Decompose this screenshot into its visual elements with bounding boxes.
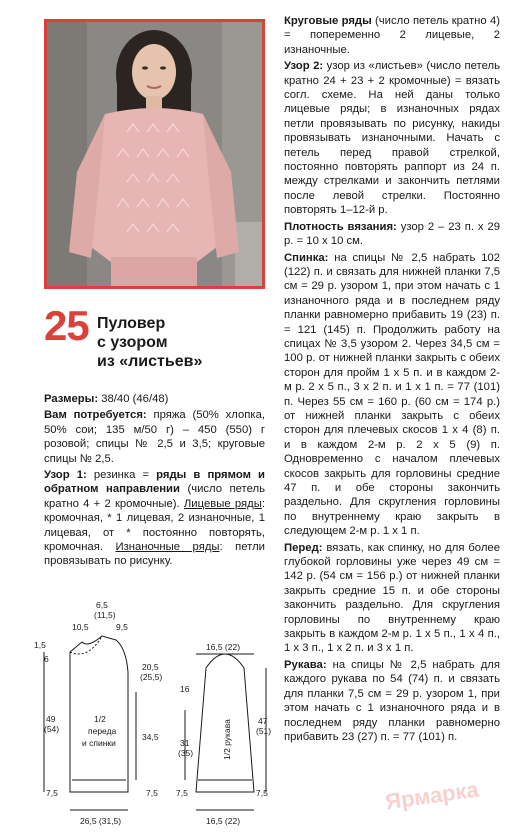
sleeve-band-left: 7,5 [176,788,188,798]
sleeve-47-alt: (51) [256,726,272,736]
left-column-text [44,392,265,571]
dim-6: 6 [44,654,49,664]
garment-schematic [30,600,280,830]
dim-neck-alt: (11,5) [94,610,116,620]
sleeve-top: 16,5 (22) [206,642,241,652]
dim-shoulder-left: 10,5 [72,622,89,632]
pattern2-paragraph: Узор 2: узор из «листьев» (число петель кратно 24 + 23 + 2 кромочные) = вязать согл. схеме. На ней даны только лицевые ряды; в изнаночных рядах петли провязывать по рисунку, накиды провязывать изнаночными. Начать с петель перед правой стрелкой, постоянно повторять раппорт из 24 п. между стрелками и закончить петлями после левой стрелки. Постоянно повторять 1–12-й р. [284,60,500,217]
density-paragraph: Плотность вязания: узор 2 – 23 п. x 29 р. = 10 x 10 см. [284,220,500,248]
circular-rows-paragraph: Круговые ряды (число петель кратно 4) = попеременно 2 лицевые, 2 изнаночные. [284,15,501,56]
front-paragraph: Перед: вязать, как спинку, но для более глубокой горловины уже через 49 см = 142 р. (54 см = 156 р.) от нижней планки закрыть средние 15 п. и обе стороны закончить раздельно. Для скругления горловины по внутреннему краю закрыть в каждом 2-м р. 1 x 5 п., 1 x 4 п., 1 x 3 п., 1 x 2 п. и 3 x 1 п. [284,541,500,655]
dim-band-left: 7,5 [46,788,58,798]
pattern-title: Пуловер с узором из «листьев» [97,315,203,370]
sleeve-47: 47 [258,716,268,726]
pattern1-paragraph: Узор 1: резинка = ряды в прямом и обратном направлении (число петель кратно 4 + 2 кромочные). Лицевые ряды: кромочная, * 1 лицевая, 2 изнаночные, 1 лицевая, от * постоянно повторять, кромочная. Изнаночные ряды: петли провязывать по рисунку. [44,469,265,568]
pattern-number: 25 [44,302,89,349]
dim-width: 26,5 (31,5) [80,816,122,826]
sleeve-31: 31 [180,738,190,748]
dim-armhole-alt: (25,5) [140,672,163,682]
sizes-paragraph: Размеры: 38/40 (46/48) [44,393,169,405]
dim-neck: 6,5 [96,600,108,610]
sleeve-bottom: 16,5 (22) [206,816,241,826]
watermark: Ярмарка [383,776,481,815]
sleeve-31-alt: (35) [178,748,194,758]
dim-height-alt: (54) [44,724,60,734]
dim-height: 49 [46,714,56,724]
model-photo [44,19,265,289]
sleeve-band-right: 7,5 [256,788,268,798]
dim-side: 34,5 [142,732,159,742]
dim-band-right: 7,5 [146,788,158,798]
dim-armhole: 20,5 [142,662,159,672]
sleeve-label: 1/2 рукава [222,719,232,760]
right-column-text [284,14,500,746]
sleeves-paragraph: Рукава: на спицы № 2,5 набрать для каждого рукава по 54 (74) п. и связать для планки 7,5 см = 29 р. узором 1, при этом начать с 1 изнаночного ряда и в последнем ряду планки равномерно прибавить 23 (27) п. = 77 (101) п. [284,658,500,743]
back-paragraph: Спинка: на спицы № 2,5 набрать 102 (122) п. и связать для нижней планки 7,5 см = 29 р. узором 1, при этом начать с 1 изнаночного ряда и в последнем ряду планки равномерно прибавить 19 (23) п. = 121 (145) п. Продолжить работу на спицах № 3,5 узором 2. Через 34,5 см = 100 р. от нижней планки закрыть с обеих сторон для пройм 1 x 5 п. и в каждом 2-м р. 2 x 5 п., 3 x 2 п. и 1 x 1 п. = 77 (101) п. Через 55 см = 160 р. (60 см = 174 р.) от нижней планки закрыть с обеих сторон для плечевых скосов 1 x 4 (8) п. и в каждом 2-м р. 2 x 5 (9) п. Одновременно с началом плечевых скосов закрыть для горловины средние 47 п. и обе стороны закончить раздельно. Для скругления горловины по внутреннему краю закрыть в следующем 2-м р. 1 x 1 п. [284,251,500,538]
body-label-3: и спинки [82,738,116,748]
body-label-2: переда [88,726,117,736]
dim-shoulder-right: 9,5 [116,622,128,632]
sleeve-16: 16 [180,684,190,694]
materials-paragraph: Вам потребуется: пряжа (50% хлопка, 50% сои; 135 м/50 г) – 450 (550) г розовой; спицы № 2,5 и 3,5; круговые спицы № 2,5. [44,409,265,465]
body-label-1: 1/2 [94,714,106,724]
dim-1-5: 1,5 [34,640,46,650]
